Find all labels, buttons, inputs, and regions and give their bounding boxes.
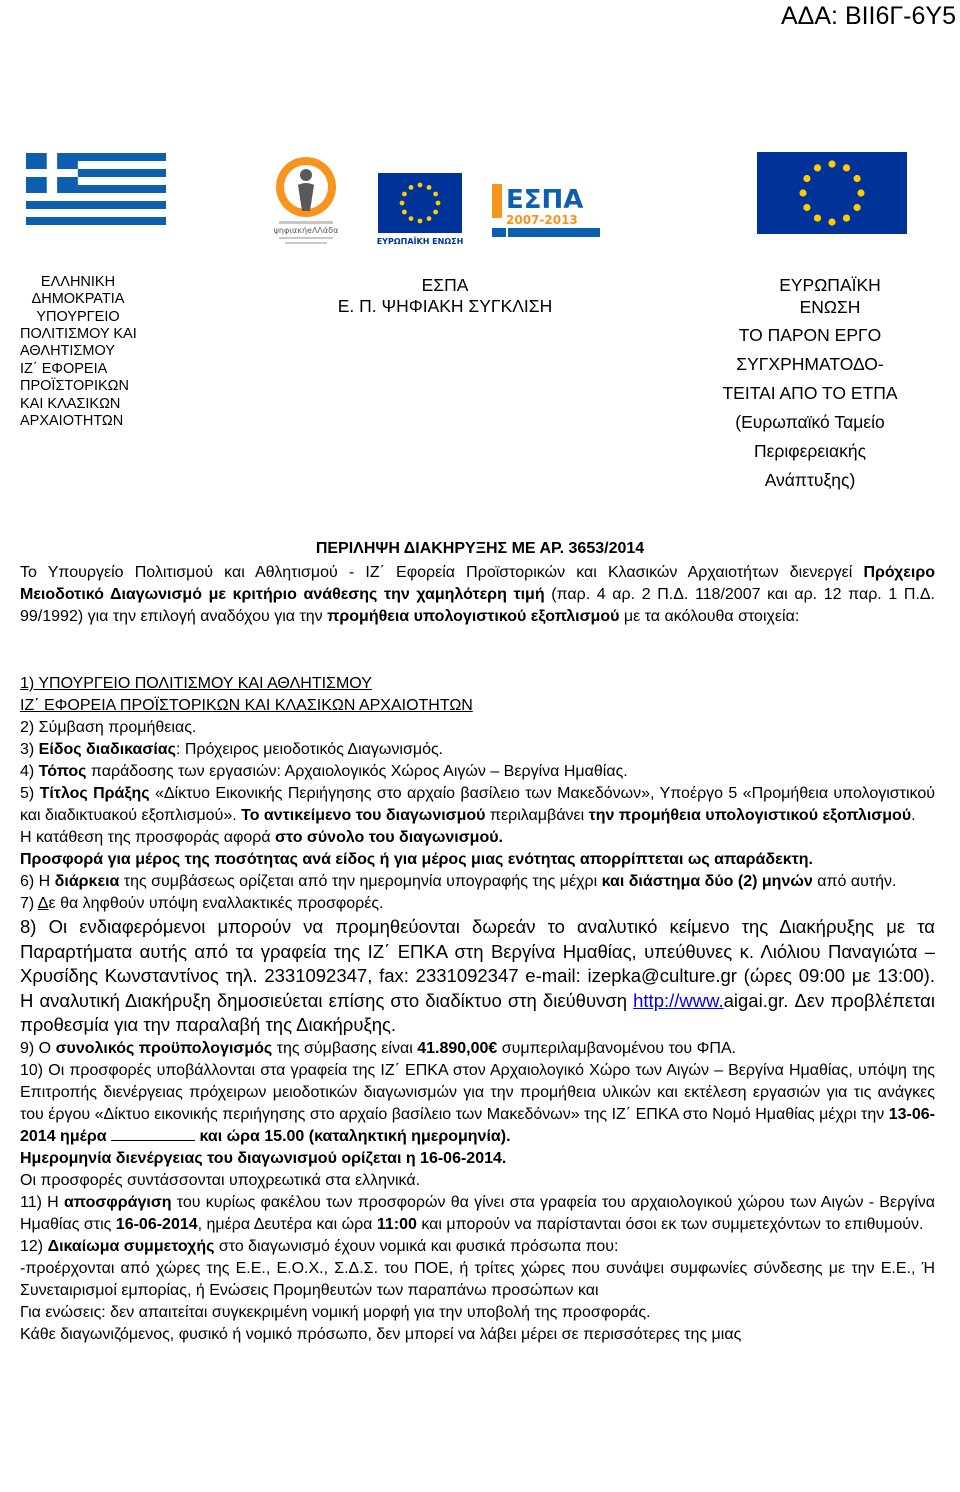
- header-line: ΕΝΩΣΗ: [799, 297, 861, 317]
- item-1-ephorate: ΙΖ΄ ΕΦΟΡΕΙΑ ΠΡΟΪΣΤΟΡΙΚΩΝ ΚΑΙ ΚΛΑΣΙΚΩΝ ΑΡΧΑΙΟΤΗΤΩΝ: [20, 697, 473, 714]
- item-9: 9) Ο συνολικός προϋπολογισμός της σύμβασης είναι 41.890,00€ συμπεριλαμβανομένου του ΦΠΑ.: [20, 1039, 737, 1057]
- header-line: ΙΖ΄ ΕΦΟΡΕΙΑ: [20, 360, 108, 377]
- header-line: ΠΟΛΙΤΙΣΜΟΥ ΚΑΙ: [20, 326, 137, 342]
- header-line: ΤΟ ΠΑΡΟΝ ΕΡΓΟ: [738, 325, 882, 345]
- header-line: ΔΗΜΟΚΡΑΤΙΑ: [31, 291, 125, 308]
- header-line: ΥΠΟΥΡΓΕΙΟ: [36, 308, 120, 325]
- header-line: (Ευρωπαϊκό Ταμείο: [735, 412, 885, 432]
- eu-logo-small: [376, 173, 464, 248]
- language-note: Οι προσφορές συντάσσονται υποχρεωτικά στα ελληνικά.: [20, 1171, 421, 1189]
- svg-text:ΕΣΠΑ: ΕΣΠΑ: [506, 185, 584, 215]
- blank-line: [111, 1126, 195, 1141]
- last-line: Κάθε διαγωνιζόμενος, φυσικό ή νομικό πρόσωπο, δεν μπορεί να λάβει μέρει σε περισσότερες της μιας: [20, 1325, 742, 1343]
- header-ephorate: [20, 326, 160, 430]
- header-line: Ε. Π. ΨΗΦΙΑΚΗ ΣΥΓΚΛΙΣΗ: [337, 296, 553, 316]
- header-line: ΑΡΧΑΙΟΤΗΤΩΝ: [20, 413, 124, 430]
- item-10: 10) Οι προσφορές υποβάλλονται στα γραφεία της ΙΖ΄ ΕΠΚΑ στον Αρχαιολογικό Χώρο των Αιγών – Βεργίνα Ημαθίας, υπόψη της Επιτροπής διενέργειας πρόχειρων μειοδοτικών διαγωνισμών για την προμήθεια υλικών και εκτέλεση εργασιών για τις ανάγκες του έργου «Δίκτυο εικονικής περιήγησης στο αρχαίο βασίλειο των Μακεδόνων» της ΙΖ΄ ΕΠΚΑ στο Νομό Ημαθίας μέχρι την 13-06-2014 ημέρα και ώρα 15.00 (καταληκτική ημερομηνία).: [20, 1061, 935, 1145]
- item-7: 7) Δε θα ληφθούν υπόψη εναλλακτικές προσφορές.: [20, 895, 384, 912]
- item-8: 8) Οι ενδιαφερόμενοι μπορούν να προμηθεύονται δωρεάν το αναλυτικό κείμενο της Διακήρυξης με τα Παραρτήματα αυτής από τα γραφεία της ΙΖ΄ ΕΠΚΑ στη Βεργίνα Ημαθίας, υπεύθυνες κ. Λιόλιου Παναγιώτα – Χρυσίδης Κωνσταντίνος τηλ. 2331092347, fax: 2331092347 e-mail: izepka@culture.gr (ώρες 09:00 με 13:00). Η αναλυτική Διακήρυξη δημοσιεύεται επίσης στο διαδίκτυο στη διεύθυνση http://www.aigai.gr. Δεν προβλέπεται προθεσμία για την παραλαβή της Διακήρυξης.: [20, 916, 935, 1035]
- header-ministry: [14, 274, 142, 326]
- item-3: 3) Είδος διαδικασίας: Πρόχειρος μειοδοτικός Διαγωνισμός.: [20, 741, 444, 758]
- espa-logo: [492, 180, 600, 238]
- document-title: ΠΕΡΙΛΗΨΗ ΔΙΑΚΗΡΥΞΗΣ ΜΕ ΑΡ. 3653/2014: [315, 540, 645, 557]
- aigai-link[interactable]: http://www.: [633, 989, 724, 1011]
- item-2: 2) Σύμβαση προμήθειας.: [20, 719, 197, 736]
- item-5: 5) Τίτλος Πράξης «Δίκτυο Εικονικής Περιήγησης στο αρχαίο βασίλειο των Μακεδόνων», Υποέργο 5 «Προμήθεια υπολογιστικού και διαδικτυακού εξοπλισμού». Το αντικείμενο του διαγωνισμού περιλαμβάνει την προμήθεια υπολογιστικού εξοπλισμού.: [20, 785, 935, 824]
- header-line: ΚΑΙ ΚΛΑΣΙΚΩΝ: [20, 395, 121, 412]
- eu-flag-logo: [757, 152, 907, 234]
- intro-paragraph: Το Υπουργείο Πολιτισμού και Αθλητισμού - ΙΖ΄ Εφορεία Προϊστορικών και Κλασικών Αρχαιοτήτων διενεργεί Πρόχειρο Μειοδοτικό Διαγωνισμό με κριτήριο ανάθεσης την χαμηλότερη τιμή (παρ. 4 αρ. 2 Π.Δ. 118/2007 και αρ. 12 παρ. 1 Π.Δ. 99/1992) για την επιλογή αναδόχου για την προμήθεια υπολογιστικού εξοπλισμού με τα ακόλουθα στοιχεία:: [20, 564, 936, 625]
- header-line: ΣΥΓΧΡΗΜΑΤΟΔΟ-: [736, 354, 884, 374]
- header-line: Ανάπτυξης): [764, 470, 856, 490]
- greek-flag-logo: [26, 153, 166, 225]
- item-12-countries: -προέρχονται από χώρες της Ε.Ε., Ε.Ο.Χ., Σ.Δ.Σ. του ΠΟΕ, ή τρίτες χώρες που συνάψει συμφωνίες σύνδεσης με την Ε.Ε., Ή Συνεταιρισμοί εμπορίας, ή Ενώσεις Προμηθευτών των παραπάνω προσώπων και: [20, 1259, 935, 1299]
- header-espa: [300, 275, 590, 317]
- date-note: Ημερομηνία διενέργειας του διαγωνισμού ορίζεται η 16-06-2014.: [20, 1149, 507, 1167]
- item-4: 4) Τόπος παράδοσης των εργασιών: Αρχαιολογικός Χώρος Αιγών – Βεργίνα Ημαθίας.: [20, 763, 628, 780]
- psifiaki-ellada-logo: [265, 153, 347, 248]
- item-12: 12) Δικαίωμα συμμετοχής στο διαγωνισμό έχουν νομικά και φυσικά πρόσωπα που:: [20, 1237, 619, 1255]
- header-line: ΕΣΠΑ: [421, 275, 469, 295]
- items-section: [20, 673, 935, 1346]
- deposit-note: Η κατάθεση της προσφοράς αφορά στο σύνολο του διαγωνισμού.: [20, 829, 503, 846]
- header-line: ΑΘΛΗΤΙΣΜΟΥ: [20, 343, 115, 360]
- item-6: 6) Η διάρκεια της συμβάσεως ορίζεται από την ημερομηνία υπογραφής της μέχρι και διάστημα δύο (2) μηνών από αυτήν.: [20, 873, 897, 890]
- item-11: 11) Η αποσφράγιση του κυρίως φακέλου των προσφορών θα γίνει στα γραφεία του αρχαιολογικού χώρου των Αιγών - Βεργίνα Ημαθίας στις 16-06-2014, ημέρα Δευτέρα και ώρα 11:00 και μπορούν να παρίστανται όσοι εκ των συμμετεχόντων το επιθυμούν.: [20, 1193, 935, 1233]
- header-line: ΤΕΙΤΑΙ ΑΠΟ ΤΟ ΕΤΠΑ: [722, 383, 898, 403]
- item-1: 1) ΥΠΟΥΡΓΕΙΟ ΠΟΛΙΤΙΣΜΟΥ ΚΑΙ ΑΘΛΗΤΙΣΜΟΥ: [20, 675, 372, 692]
- svg-text:ΕΥΡΩΠΑΪΚΗ ΕΝΩΣΗ: ΕΥΡΩΠΑΪΚΗ ΕΝΩΣΗ: [376, 237, 464, 246]
- item-12-unions: Για ενώσεις: δεν απαιτείται συγκεκριμένη νομική μορφή για την υποβολή της προσφοράς.: [20, 1303, 651, 1321]
- header-line: ΕΥΡΩΠΑΪΚΗ: [779, 275, 881, 295]
- svg-text:ψηφιακήeΛΛάδα: ψηφιακήeΛΛάδα: [273, 226, 339, 235]
- header-eu: [748, 274, 912, 318]
- header-funding: [698, 321, 922, 495]
- svg-text:2007-2013: 2007-2013: [506, 213, 578, 227]
- header-line: Περιφερειακής: [753, 441, 867, 461]
- ada-code: ΑΔΑ: ΒΙΙ6Γ-6Υ5: [781, 2, 956, 30]
- header-line: ΕΛΛΗΝΙΚΗ: [40, 274, 116, 290]
- header-line: ΠΡΟΪΣΤΟΡΙΚΩΝ: [20, 378, 129, 395]
- reject-note: Προσφορά για μέρος της ποσότητας ανά είδος ή για μέρος μιας ενότητας απορρίπτεται ως απαράδεκτη.: [20, 851, 813, 868]
